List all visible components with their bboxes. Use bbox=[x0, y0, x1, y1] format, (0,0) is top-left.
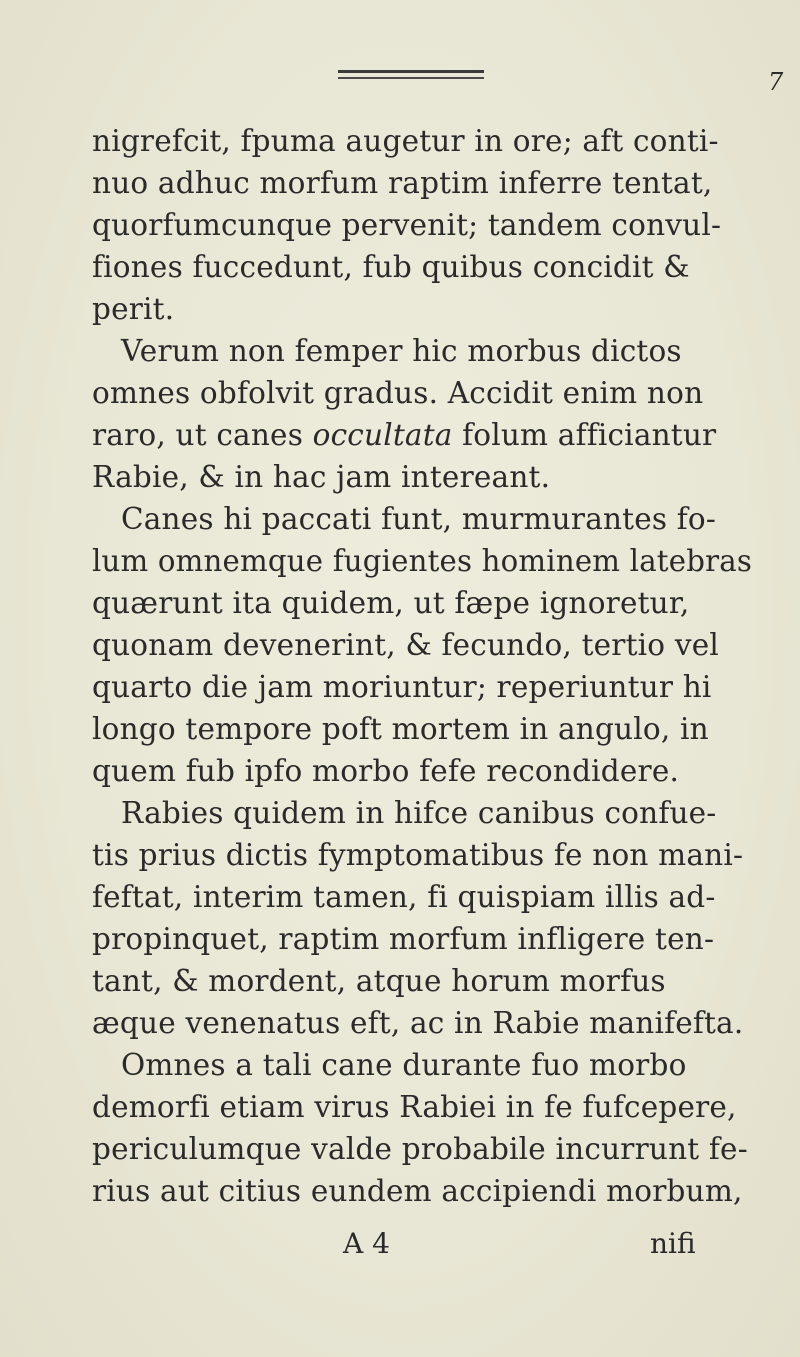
text-line-25: periculumque valde probabile incurrunt fe- bbox=[92, 1132, 748, 1166]
catchword: nifi bbox=[650, 1227, 696, 1260]
text-line-18: tis prius dictis fymptomatibus fe non mani- bbox=[92, 838, 744, 872]
text-line-17: Rabies quidem in hifce canibus confue- bbox=[121, 796, 717, 830]
text-line-2: nuo adhuc morfum raptim inferre tentat, bbox=[92, 166, 713, 200]
text-line-23: Omnes a tali cane durante fuo morbo bbox=[121, 1048, 687, 1082]
text-line-26: rius aut citius eundem accipiendi morbum, bbox=[92, 1174, 743, 1208]
header-rule-lower bbox=[338, 77, 484, 79]
text-line-6: Verum non femper hic morbus dictos bbox=[121, 334, 682, 368]
text-line-5: perit. bbox=[92, 292, 175, 326]
emphasis-occultata: occultata bbox=[312, 418, 453, 452]
text-line-19: feftat, interim tamen, fi quispiam illis ad- bbox=[92, 880, 716, 914]
text-line-16: quem fub ipfo morbo fefe recondidere. bbox=[92, 754, 680, 788]
text-line-11: lum omnemque fugientes hominem latebras bbox=[92, 544, 753, 578]
page-number: 7 bbox=[768, 68, 784, 96]
text-line-13: quonam devenerint, & fecundo, tertio vel bbox=[92, 628, 719, 662]
text-line-21: tant, & mordent, atque horum morfus bbox=[92, 964, 666, 998]
text-line-12: quærunt ita quidem, ut fæpe ignoretur, bbox=[92, 586, 690, 620]
text-line-10: Canes hi paccati funt, murmurantes fo- bbox=[121, 502, 717, 536]
text-line-15: longo tempore poft mortem in angulo, in bbox=[92, 712, 709, 746]
text-line-9: Rabie, & in hac jam intereant. bbox=[92, 460, 551, 494]
text-line-3: quorfumcunque pervenit; tandem convul- bbox=[92, 208, 722, 242]
header-rule bbox=[338, 70, 484, 73]
text-line-1: nigrefcit, fpuma augetur in ore; aft conti- bbox=[92, 124, 719, 158]
text-line-24: demorfi etiam virus Rabiei in fe fufcepere, bbox=[92, 1090, 737, 1124]
signature-mark: A 4 bbox=[343, 1227, 390, 1260]
text-line-14: quarto die jam moriuntur; reperiuntur hi bbox=[92, 670, 712, 704]
text-line-8: raro, ut canes occultata folum afficiantur bbox=[92, 418, 717, 452]
text-line-20: propinquet, raptim morfum infligere ten- bbox=[92, 922, 715, 956]
text-line-7: omnes obfolvit gradus. Accidit enim non bbox=[92, 376, 704, 410]
text-line-4: fiones fuccedunt, fub quibus concidit & bbox=[92, 250, 690, 284]
text-line-22: æque venenatus eft, ac in Rabie manifefta. bbox=[92, 1006, 744, 1040]
